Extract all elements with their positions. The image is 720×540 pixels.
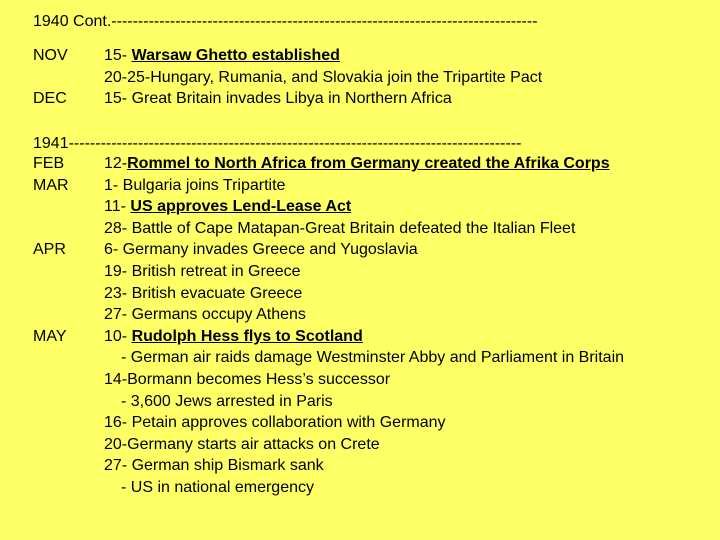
event-prefix: 28- Battle of Cape Matapan-Great Britain defeated the Italian Fleet [104,219,576,237]
event-prefix: 10- [104,327,132,345]
event-text [104,196,351,218]
event-prefix: 11- [104,198,131,216]
timeline-row [0,196,720,218]
event-prefix: - US in national emergency [121,479,314,496]
timeline-row [0,304,720,326]
event-text [104,455,324,477]
event-text [104,239,418,261]
month-label: FEB [33,155,65,172]
event-text [104,326,363,348]
event-prefix: 27- Germans occupy Athens [104,306,306,324]
event-text [104,304,306,326]
month-label: MAR [33,176,69,194]
event-prefix: 15- [104,47,132,64]
event-prefix: 15- Great Britain invades Libya in Northern Africa [104,90,452,107]
event-highlight: Warsaw Ghetto established [131,47,340,64]
event-prefix: - German air raids damage Westminster Abby and Parliament in Britain [121,349,625,367]
event-highlight: US approves Lend-Lease Act [130,198,352,216]
event-prefix: 20-25-Hungary, Rumania, and Slovakia join the Tripartite Pact [104,68,543,86]
event-prefix: 16- Petain approves collaboration with Germany [104,414,446,432]
event-text [104,261,301,283]
event-prefix: 19- British retreat in Greece [104,263,301,280]
event-prefix: 20-Germany starts air attacks on Crete [104,435,380,453]
month-label: APR [33,241,66,259]
header-1940: 1940 Cont.-------------------------------------------------------------------------------- [33,13,538,30]
timeline-row [0,261,720,283]
timeline-row [0,283,720,305]
timeline-row [0,218,720,240]
timeline-row [0,153,720,175]
event-prefix: 27- German ship Bismark sank [104,457,324,475]
timeline-row [0,239,720,261]
event-prefix: 12- [104,155,128,172]
event-text [104,67,542,89]
month-label: MAY [33,327,67,345]
timeline-row [0,434,720,456]
event-text [104,88,452,110]
month-label: DEC [33,90,67,107]
event-prefix: 14-Bormann becomes Hess’s successor [104,371,391,388]
event-text [121,477,314,499]
event-text [104,175,285,197]
event-text [104,45,340,67]
event-text [104,369,390,391]
timeline-row [0,369,720,391]
timeline-row [0,67,720,89]
timeline-row [0,391,720,413]
event-highlight: Rudolph Hess flys to Scotland [131,327,363,345]
event-prefix: 1- Bulgaria joins Tripartite [104,176,286,194]
timeline-row [0,175,720,197]
event-text [121,347,624,369]
event-text [104,218,575,240]
event-prefix: 6- Germany invades Greece and Yugoslavia [104,241,418,259]
timeline-row [0,412,720,434]
timeline-row [0,455,720,477]
timeline-row [0,347,720,369]
timeline-row [0,45,720,67]
event-text [104,434,380,456]
timeline-row [0,326,720,348]
event-text [104,153,610,175]
event-text [121,391,333,413]
timeline-row [0,88,720,110]
event-text [104,412,446,434]
month-label: NOV [33,47,68,64]
event-highlight: Rommel to North Africa from Germany created the Afrika Corps [127,155,610,172]
event-prefix: 23- British evacuate Greece [104,284,303,302]
header-1941: 1941------------------------------------------------------------------------------------- [33,135,522,152]
event-prefix: - 3,600 Jews arrested in Paris [121,392,333,410]
event-text [104,283,302,305]
timeline-row [0,477,720,499]
